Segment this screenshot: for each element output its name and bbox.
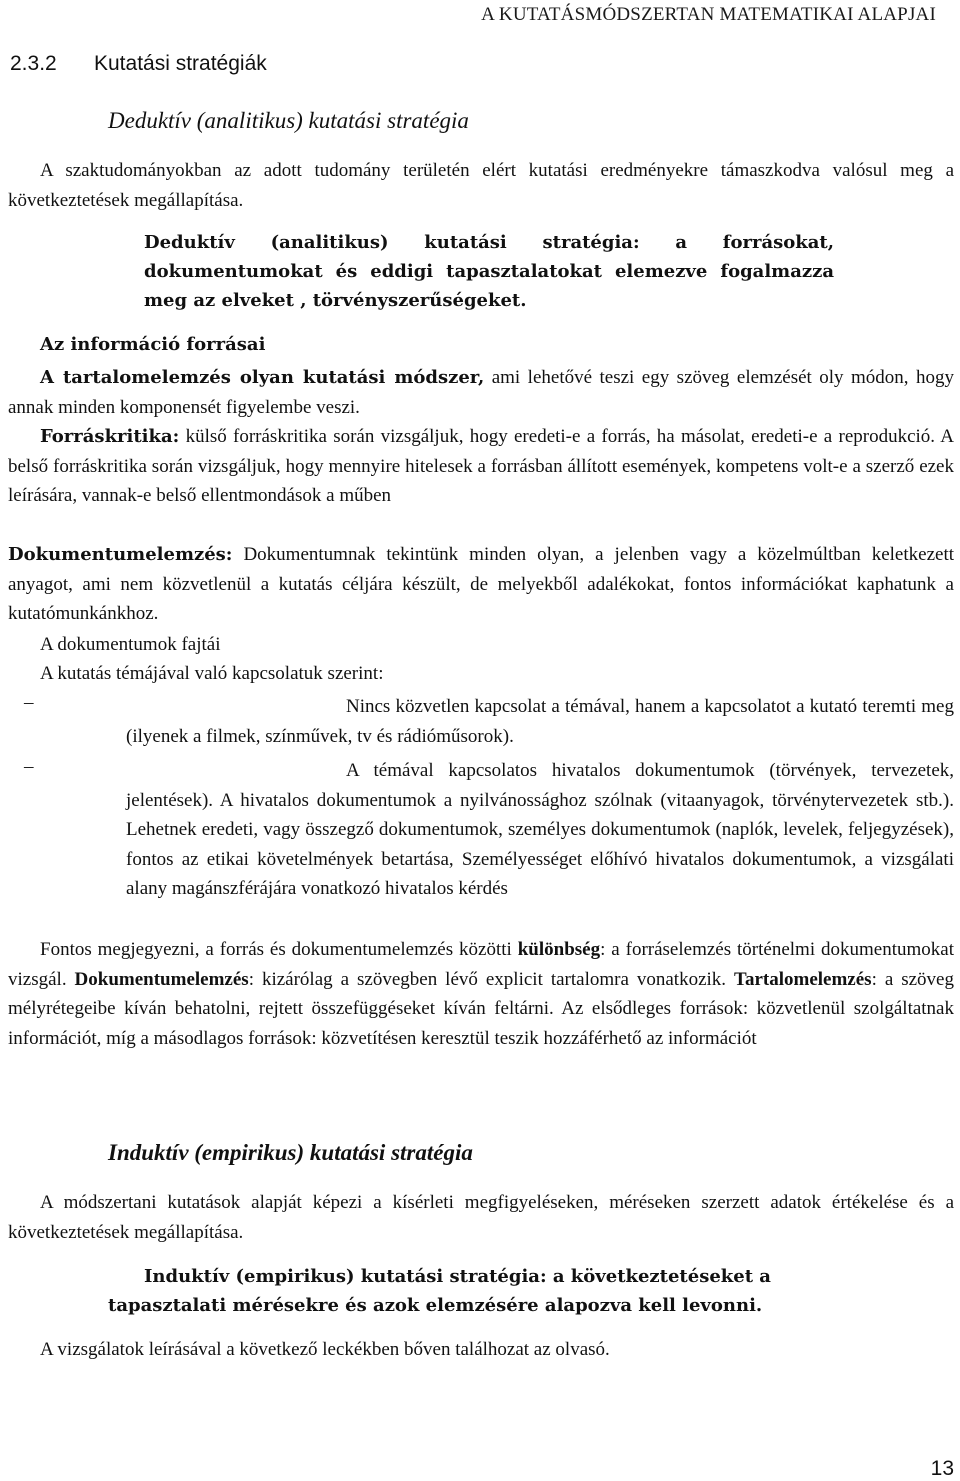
tartalomelemzes-paragraph [8,363,954,422]
note-text-1: Fontos megjegyezni, a forrás és dokumentumelemzés közötti [40,939,518,960]
forraskritika-term: Forráskritika: [40,426,180,447]
section-title: Kutatási stratégiák [94,52,267,75]
dokumentumelemzes-paragraph [8,540,954,629]
forraskritika-text: külső forráskritika során vizsgáljuk, hogy eredeti-e a forrás, ha másolat, eredeti-e a reprodukció. A belső forráskritika során vizsgáljuk, hogy mennyire hitelesek a forrásban állított események, kompetens volt-e a szerző ezek leírására, vannak-e belső ellentmondások a műben [8,426,954,506]
forraskritika-paragraph [8,422,954,511]
note-paragraph [8,935,954,1053]
list-dash-1: – [24,692,34,713]
induktiv-definition-line-1: Induktív (empirikus) kutatási stratégia: a következtetéseket a [144,1266,771,1287]
induktiv-heading: Induktív (empirikus) kutatási stratégia [108,1140,473,1165]
page-number: 13 [930,1457,954,1480]
fajtai-heading: A dokumentumok fajtái [40,634,221,655]
deduktiv-intro: A szaktudományokban az adott tudomány területén elért kutatási eredményekre támaszkodva valósul meg a következtetések megállapítása. [8,160,954,211]
note-bold-1: különbség [517,939,601,960]
note-text-4: : a szöveg mélyrétegeibe kíván behatolni, rejtett összefüggéseket kíván feltárni. Az elsődleges források: közvetlenül szolgáltatnak információt, míg a másodlagos források: közvetítésen keresztül teszik hozzáférhető az információt [8,968,954,1049]
list-item-2 [126,756,954,904]
note-text-2: : a forráselemzés történelmi dokumentumokat vizsgál. [8,939,954,990]
list-item-1 [126,692,954,751]
induktiv-intro: A módszertani kutatások alapját képezi a kísérleti megfigyeléseken, méréseken szerzett adatok értékelése és a következtetések megállapítása. [8,1192,954,1243]
dokumentumelemzes-text: Dokumentumnak tekintünk minden olyan, a jelenben vagy a közelmúltban keletkezett anyagot, ami nem közvetlenül a kutatás céljára készült, de melyekből adalékokat, fontos információkat kaphatunk a kutatómunkánkhoz. [8,544,954,624]
note-bold-2: Dokumentumelemzés [74,968,249,990]
dokumentumelemzes-term: Dokumentumelemzés: [8,544,233,565]
tartalomelemzes-text: ami lehetővé teszi egy szöveg elemzését oly módon, hogy annak minden komponensét figyelembe veszi. [8,367,954,418]
fajtai-lead: A kutatás témájával való kapcsolatuk szerint: [40,663,384,684]
section-number: 2.3.2 [10,52,57,75]
closing-sentence: A vizsgálatok leírásával a következő leckékben bőven találhozat az olvasó. [40,1339,610,1360]
list-item-1-text: Nincs közvetlen kapcsolat a témával, hanem a kapcsolatot a kutató teremti meg (ilyenek a filmek, színművek, tv és rádióműsorok). [126,696,954,747]
info-heading: Az információ forrásai [40,334,266,355]
running-header: A KUTATÁSMÓDSZERTAN MATEMATIKAI ALAPJAI [481,4,936,25]
list-item-2-text: A témával kapcsolatos hivatalos dokumentumok (törvények, tervezetek, jelentések). A hivatalos dokumentumok a nyilvánossághoz szólnak (vitaanyagok, törvénytervezetek stb.). Lehetnek eredeti, vagy összegző dokumentumok, személyes dokumentumok (naplók, levelek, feljegyzések), fontos az etikai követelmények betartása, Személyességet előhívó hivatalos dokumentumok, a vizsgálati alany magánszférájára vonatkozó hivatalos kérdés [126,760,954,899]
deduktiv-heading: Deduktív (analitikus) kutatási stratégia [108,108,469,133]
induktiv-definition-line-2: tapasztalati mérésekre és azok elemzésére alapozva kell levonni. [108,1295,763,1316]
list-dash-2: – [24,756,34,777]
note-bold-3: Tartalomelemzés [734,968,872,990]
tartalomelemzes-term: A tartalomelemzés olyan kutatási módszer, [40,367,485,388]
deduktiv-definition: Deduktív (analitikus) kutatási stratégia: a forrásokat, dokumentumokat és eddigi tapasztalatokat elemezve fogalmazza meg az elveket , törvényszerűségeket. [144,232,834,311]
note-text-3: : kizárólag a szövegben lévő explicit tartalomra vonatkozik. [248,968,735,990]
